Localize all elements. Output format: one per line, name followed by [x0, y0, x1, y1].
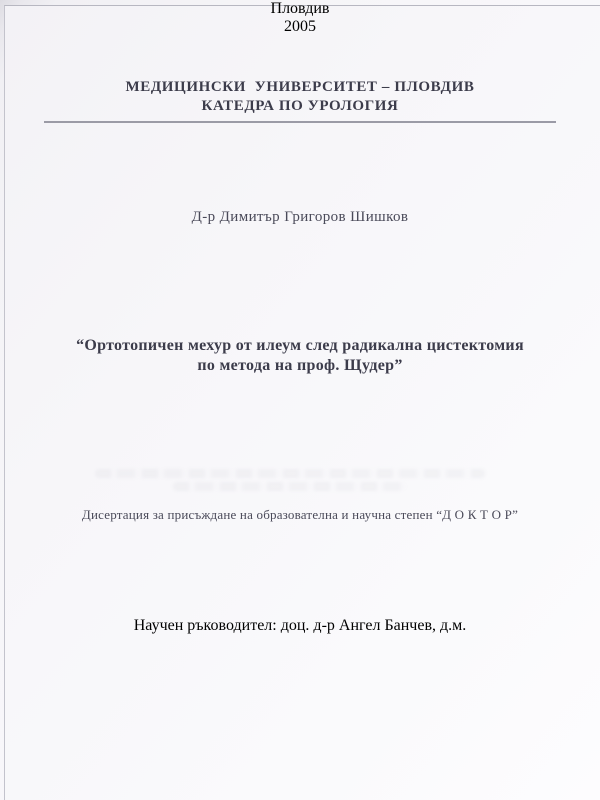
supervisor-line: Научен ръководител: доц. д-р Ангел Банчев, д.м. — [133, 617, 467, 634]
city-name: Пловдив — [270, 0, 330, 17]
imprint — [0, 0, 600, 36]
university-name: МЕДИЦИНСКИ УНИВЕРСИТЕТ – ПЛОВДИВ — [125, 79, 475, 95]
degree-statement: Дисертация за присъждане на образователна и научна степен “Д О К Т О Р” — [81, 507, 519, 522]
title-line-2: по метода на проф. Щудер” — [197, 356, 403, 374]
ghost-showthrough — [95, 469, 485, 495]
dissertation-title — [0, 336, 600, 375]
ghost-line — [95, 469, 485, 478]
author-name: Д-р Димитър Григоров Шишков — [191, 209, 409, 225]
letterhead — [0, 78, 600, 116]
year: 2005 — [284, 18, 316, 35]
ghost-line — [173, 482, 407, 491]
header-rule — [44, 121, 556, 123]
title-line-1: “Ортотопичен мехур от илеум след радикална цистектомия — [76, 337, 524, 354]
paper-sheet — [4, 5, 600, 800]
department-name: КАТЕДРА ПО УРОЛОГИЯ — [201, 98, 399, 114]
